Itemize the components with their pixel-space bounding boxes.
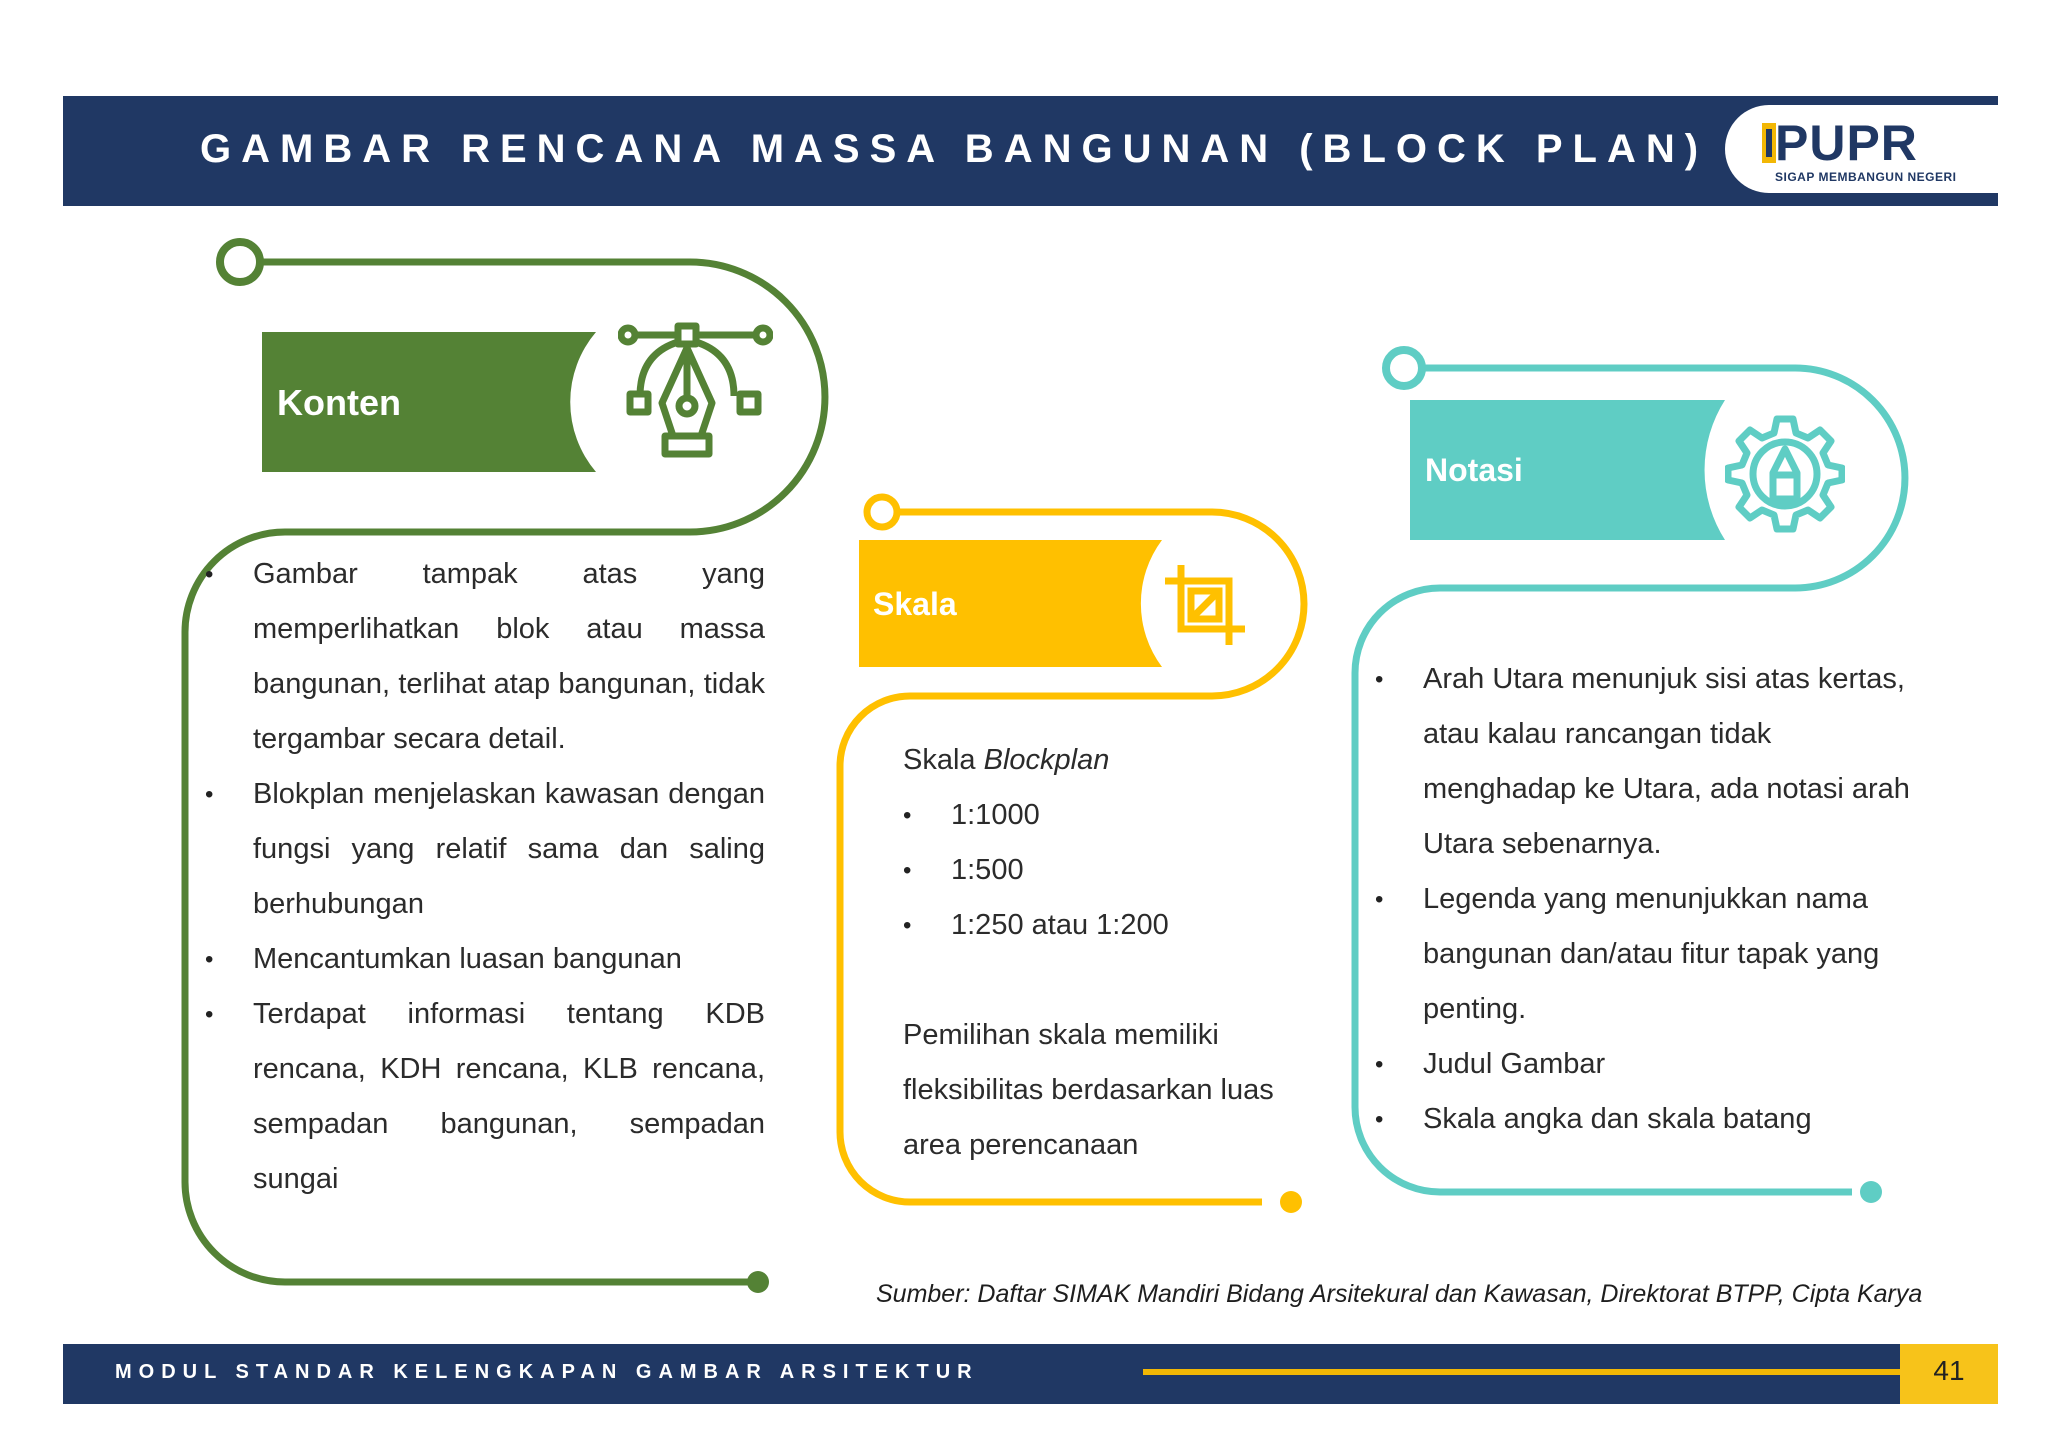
skala-intro-text: Skala bbox=[903, 744, 984, 776]
gear-pencil-icon bbox=[1725, 413, 1845, 533]
notasi-end-dot bbox=[1860, 1181, 1882, 1203]
skala-intro-italic: Blockplan bbox=[983, 744, 1110, 776]
footer-accent-line bbox=[1143, 1369, 1903, 1375]
list-item: • 1:500 bbox=[903, 843, 1303, 898]
list-item: • Legenda yang menunjukkan nama bangunan dan/atau fitur tapak yang penting. bbox=[1375, 872, 1915, 1037]
list-item: • Blokplan menjelaskan kawasan dengan fungsi yang relatif sama dan saling berhubungan bbox=[205, 767, 765, 932]
list-item: • Terdapat informasi tentang KDB rencana, KDH rencana, KLB rencana, sempadan bangunan, sempadan sungai bbox=[205, 987, 765, 1207]
list-item: • Judul Gambar bbox=[1375, 1037, 1915, 1092]
skala-list bbox=[903, 788, 1303, 953]
logo-tagline: SIGAP MEMBANGUN NEGERI bbox=[1775, 170, 1957, 184]
pen-tool-icon bbox=[618, 318, 773, 478]
list-item: • Mencantumkan luasan bangunan bbox=[205, 932, 765, 987]
notasi-label: Notasi bbox=[1425, 452, 1523, 488]
notasi-list bbox=[1375, 652, 1915, 1147]
page-title: GAMBAR RENCANA MASSA BANGUNAN (BLOCK PLAN) bbox=[200, 127, 1709, 171]
konten-label: Konten bbox=[277, 382, 401, 423]
list-item: • Arah Utara menunjuk sisi atas kertas, atau kalau rancangan tidak menghadap ke Utara, ada notasi arah Utara sebenarnya. bbox=[1375, 652, 1915, 872]
skala-intro bbox=[903, 733, 1303, 788]
crop-icon bbox=[1163, 563, 1247, 647]
skala-label: Skala bbox=[873, 586, 957, 622]
konten-list bbox=[205, 547, 765, 1207]
list-item: • 1:1000 bbox=[903, 788, 1303, 843]
skala-note: Pemilihan skala memiliki fleksibilitas berdasarkan luas area perencanaan bbox=[903, 1019, 1274, 1161]
list-item: • Gambar tampak atas yang memperlihatkan blok atau massa bangunan, terlihat atap bangunan, tidak tergambar secara detail. bbox=[205, 547, 765, 767]
module-title: MODUL STANDAR KELENGKAPAN GAMBAR ARSITEKTUR bbox=[115, 1361, 979, 1383]
list-item: • Skala angka dan skala batang bbox=[1375, 1092, 1915, 1147]
page-number: 41 bbox=[1933, 1355, 1965, 1386]
skala-end-dot bbox=[1280, 1191, 1302, 1213]
konten-end-dot bbox=[747, 1271, 769, 1293]
logo-wordmark: PUPR bbox=[1775, 115, 1918, 171]
list-item: • 1:250 atau 1:200 bbox=[903, 898, 1303, 953]
source-citation: Sumber: Daftar SIMAK Mandiri Bidang Arsitekural dan Kawasan, Direktorat BTPP, Cipta Karya bbox=[876, 1280, 1923, 1308]
